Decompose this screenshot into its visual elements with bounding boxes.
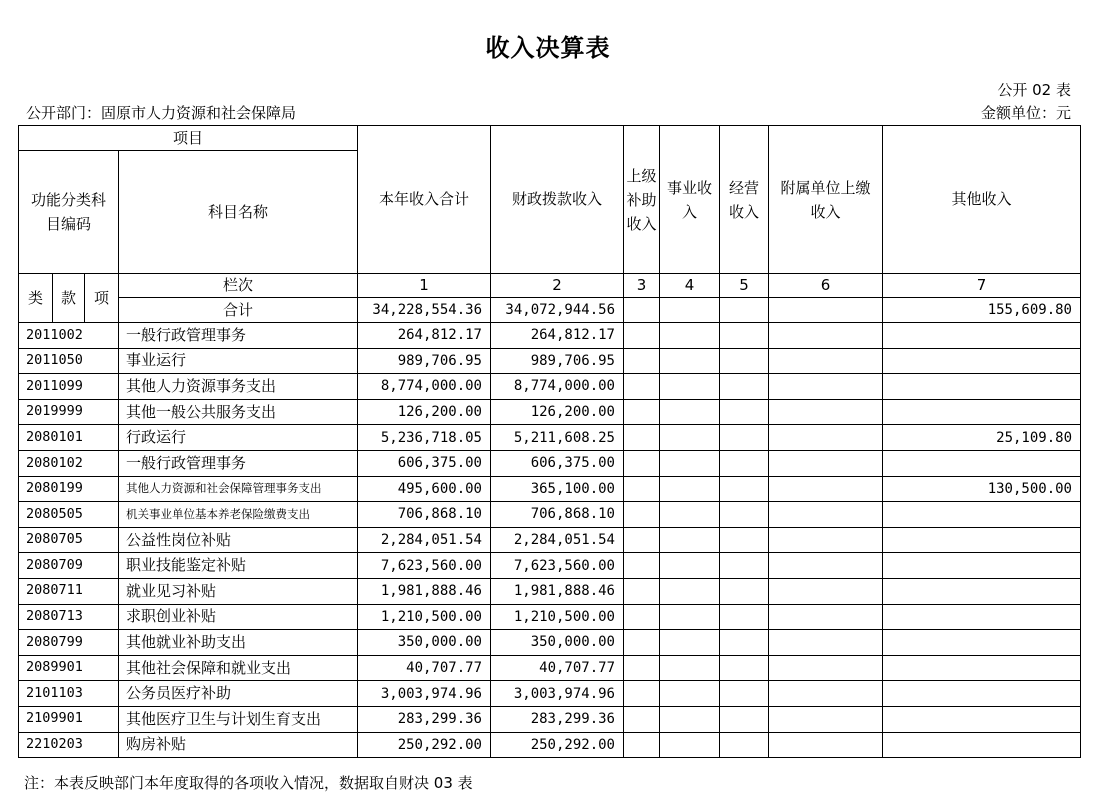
row-total-income: 8,774,000.00	[358, 374, 491, 400]
row-subject-name: 行政运行	[119, 425, 358, 451]
row-total-income: 495,600.00	[358, 476, 491, 502]
row-code: 2109901	[19, 706, 119, 732]
row-fiscal: 3,003,974.96	[491, 681, 624, 707]
col-num: 7	[883, 274, 1081, 298]
table-row	[19, 399, 1081, 425]
table-row	[19, 578, 1081, 604]
row-code: 2080199	[19, 476, 119, 502]
kuan-header: 款	[53, 274, 85, 323]
row-fiscal: 1,210,500.00	[491, 604, 624, 630]
row-code: 2080799	[19, 630, 119, 656]
row-fiscal: 40,707.77	[491, 655, 624, 681]
row-other-income: 25,109.80	[883, 425, 1081, 451]
row-code: 2019999	[19, 399, 119, 425]
row-subject-name: 购房补贴	[119, 732, 358, 758]
table-row	[19, 604, 1081, 630]
table-row	[19, 450, 1081, 476]
row-other-income	[883, 502, 1081, 528]
func-code-header: 功能分类科目编码	[19, 151, 119, 274]
row-other-income: 130,500.00	[883, 476, 1081, 502]
row-fiscal: 365,100.00	[491, 476, 624, 502]
table-row	[19, 527, 1081, 553]
row-code: 2011002	[19, 323, 119, 349]
unit-label: 金额单位：元	[980, 104, 1071, 122]
row-fiscal: 1,981,888.46	[491, 578, 624, 604]
row-total-income: 606,375.00	[358, 450, 491, 476]
xiang-header: 项	[85, 274, 119, 323]
total-fiscal-value: 34,072,944.56	[491, 298, 624, 323]
affiliated-header: 附属单位上缴收入	[769, 126, 883, 274]
row-other-income	[883, 706, 1081, 732]
row-subject-name: 其他就业补助支出	[119, 630, 358, 656]
table-row	[19, 732, 1081, 758]
fiscal-header: 财政拨款收入	[491, 126, 624, 274]
row-fiscal: 350,000.00	[491, 630, 624, 656]
row-subject-name: 求职创业补贴	[119, 604, 358, 630]
row-total-income: 1,210,500.00	[358, 604, 491, 630]
project-header: 项目	[19, 126, 358, 151]
row-other-income	[883, 553, 1081, 579]
row-fiscal: 606,375.00	[491, 450, 624, 476]
report-title: 收入决算表	[485, 33, 611, 62]
row-other-income	[883, 655, 1081, 681]
col-num: 6	[769, 274, 883, 298]
row-code: 2080101	[19, 425, 119, 451]
row-code: 2080705	[19, 527, 119, 553]
row-total-income: 283,299.36	[358, 706, 491, 732]
table-number: 公开 02 表	[997, 81, 1071, 99]
row-fiscal: 126,200.00	[491, 399, 624, 425]
row-subject-name: 一般行政管理事务	[119, 450, 358, 476]
upper-subsidy-header: 上级补助收入	[624, 126, 660, 274]
row-subject-name: 其他医疗卫生与计划生育支出	[119, 706, 358, 732]
col-num: 5	[720, 274, 769, 298]
row-fiscal: 7,623,560.00	[491, 553, 624, 579]
col-num: 2	[491, 274, 624, 298]
total-income-header: 本年收入合计	[358, 126, 491, 274]
row-total-income: 1,981,888.46	[358, 578, 491, 604]
row-other-income	[883, 681, 1081, 707]
row-other-income	[883, 732, 1081, 758]
row-code: 2080709	[19, 553, 119, 579]
table-row	[19, 630, 1081, 656]
row-total-income: 7,623,560.00	[358, 553, 491, 579]
row-total-income: 2,284,051.54	[358, 527, 491, 553]
row-fiscal: 264,812.17	[491, 323, 624, 349]
row-subject-name: 其他人力资源和社会保障管理事务支出	[119, 476, 358, 502]
row-subject-name: 职业技能鉴定补贴	[119, 553, 358, 579]
table-row	[19, 553, 1081, 579]
table-row	[19, 374, 1081, 400]
row-total-income: 5,236,718.05	[358, 425, 491, 451]
col-num: 3	[624, 274, 660, 298]
other-income-header: 其他收入	[883, 126, 1081, 274]
lei-header: 类	[19, 274, 53, 323]
row-fiscal: 250,292.00	[491, 732, 624, 758]
row-subject-name: 就业见习补贴	[119, 578, 358, 604]
row-subject-name: 事业运行	[119, 348, 358, 374]
row-subject-name: 其他社会保障和就业支出	[119, 655, 358, 681]
table-row	[19, 348, 1081, 374]
table-row	[19, 681, 1081, 707]
row-code: 2089901	[19, 655, 119, 681]
table-row	[19, 323, 1081, 349]
table-row	[19, 425, 1081, 451]
row-fiscal: 8,774,000.00	[491, 374, 624, 400]
row-fiscal: 5,211,608.25	[491, 425, 624, 451]
total-income-value: 34,228,554.36	[358, 298, 491, 323]
row-subject-name: 一般行政管理事务	[119, 323, 358, 349]
row-other-income	[883, 399, 1081, 425]
row-total-income: 250,292.00	[358, 732, 491, 758]
lanci-label: 栏次	[119, 274, 358, 298]
row-other-income	[883, 527, 1081, 553]
table-row	[19, 655, 1081, 681]
business-header: 事业收入	[660, 126, 720, 274]
row-fiscal: 2,284,051.54	[491, 527, 624, 553]
row-total-income: 264,812.17	[358, 323, 491, 349]
row-other-income	[883, 348, 1081, 374]
row-total-income: 706,868.10	[358, 502, 491, 528]
row-fiscal: 989,706.95	[491, 348, 624, 374]
table-row	[19, 476, 1081, 502]
row-total-income: 126,200.00	[358, 399, 491, 425]
table-row	[19, 502, 1081, 528]
row-other-income	[883, 450, 1081, 476]
total-row	[19, 298, 1081, 323]
row-fiscal: 283,299.36	[491, 706, 624, 732]
department-label: 公开部门：固原市人力资源和社会保障局	[26, 104, 297, 122]
table-row	[19, 706, 1081, 732]
total-label: 合计	[119, 298, 358, 323]
row-other-income	[883, 630, 1081, 656]
operating-header: 经营收入	[720, 126, 769, 274]
row-subject-name: 公益性岗位补贴	[119, 527, 358, 553]
row-total-income: 350,000.00	[358, 630, 491, 656]
row-code: 2080505	[19, 502, 119, 528]
subject-name-header: 科目名称	[119, 151, 358, 274]
row-code: 2011050	[19, 348, 119, 374]
row-total-income: 989,706.95	[358, 348, 491, 374]
row-subject-name: 公务员医疗补助	[119, 681, 358, 707]
row-total-income: 3,003,974.96	[358, 681, 491, 707]
total-other-value: 155,609.80	[883, 298, 1081, 323]
row-other-income	[883, 323, 1081, 349]
row-code: 2210203	[19, 732, 119, 758]
row-total-income: 40,707.77	[358, 655, 491, 681]
col-num: 1	[358, 274, 491, 298]
row-code: 2080102	[19, 450, 119, 476]
row-fiscal: 706,868.10	[491, 502, 624, 528]
row-code: 2080713	[19, 604, 119, 630]
row-subject-name: 其他人力资源事务支出	[119, 374, 358, 400]
row-subject-name: 其他一般公共服务支出	[119, 399, 358, 425]
row-subject-name: 机关事业单位基本养老保险缴费支出	[119, 502, 358, 528]
footnote: 注：本表反映部门本年度取得的各项收入情况，数据取自财决 03 表	[24, 774, 473, 792]
row-code: 2011099	[19, 374, 119, 400]
row-code: 2080711	[19, 578, 119, 604]
row-other-income	[883, 604, 1081, 630]
row-code: 2101103	[19, 681, 119, 707]
income-table	[18, 125, 1081, 758]
col-num: 4	[660, 274, 720, 298]
row-other-income	[883, 374, 1081, 400]
row-other-income	[883, 578, 1081, 604]
